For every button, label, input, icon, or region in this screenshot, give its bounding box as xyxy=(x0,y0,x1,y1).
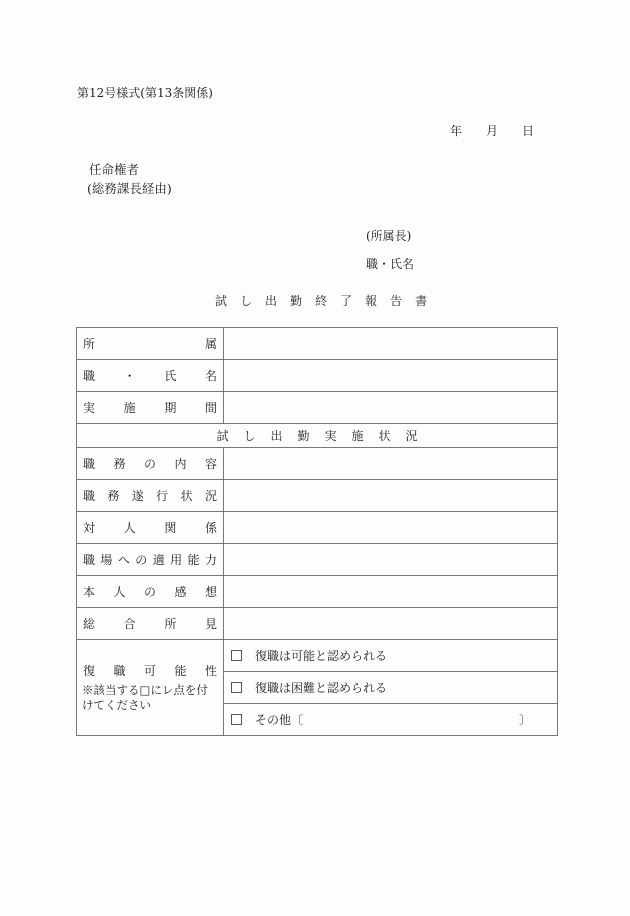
title-char: 試 xyxy=(215,294,228,308)
date-month: 月 xyxy=(486,124,499,138)
field-performance[interactable] xyxy=(224,480,558,512)
report-form-table xyxy=(76,327,558,736)
form-number: 第12号様式(第13条関係) xyxy=(77,86,213,100)
title-char: 報 xyxy=(365,294,378,308)
row-relations xyxy=(77,512,558,544)
row-return-option-1 xyxy=(77,640,558,672)
label-affiliation: 所 属 xyxy=(77,328,224,360)
title-char: 了 xyxy=(340,294,353,308)
date-day: 日 xyxy=(522,124,535,138)
other-closing-bracket: 〕 xyxy=(518,713,531,727)
label-impressions: 本 人 の 感 想 xyxy=(77,576,224,608)
label-relations: 対 人 関 係 xyxy=(77,512,224,544)
label-overall: 総 合 所 見 xyxy=(77,608,224,640)
title-char: し xyxy=(240,294,253,308)
document-title xyxy=(215,292,427,309)
field-affiliation[interactable] xyxy=(224,328,558,360)
addressee-title: 任命権者 xyxy=(89,162,140,177)
date-year: 年 xyxy=(450,124,463,138)
title-char: 終 xyxy=(315,294,328,308)
sender-affiliation-head: (所属長) xyxy=(366,229,412,243)
field-duties[interactable] xyxy=(224,448,558,480)
addressee-via: (総務課長経由) xyxy=(87,181,172,196)
label-name: 職 ・ 氏 名 xyxy=(77,360,224,392)
row-overall xyxy=(77,608,558,640)
row-period xyxy=(77,392,558,424)
checkbox-icon[interactable] xyxy=(231,682,242,693)
field-relations[interactable] xyxy=(224,512,558,544)
label-adaptability: 職 場 へ の 適 用 能 力 xyxy=(77,544,224,576)
row-adaptability xyxy=(77,544,558,576)
checkbox-instruction-note: ※該当する□にレ点を付けてください xyxy=(82,683,208,712)
row-performance xyxy=(77,480,558,512)
label-performance: 職 務 遂 行 状 況 xyxy=(77,480,224,512)
label-period: 実 施 期 間 xyxy=(77,392,224,424)
label-return-possibility: 復 職 可 能 性 ※該当する□にレ点を付けてください xyxy=(77,640,224,736)
title-char: 告 xyxy=(390,294,403,308)
field-overall[interactable] xyxy=(224,608,558,640)
row-duties xyxy=(77,448,558,480)
row-name xyxy=(77,360,558,392)
title-char: 勤 xyxy=(290,294,303,308)
row-affiliation xyxy=(77,328,558,360)
row-impressions xyxy=(77,576,558,608)
section-header: 試 し 出 勤 実 施 状 況 xyxy=(77,424,558,448)
label-duties: 職 務 の 内 容 xyxy=(77,448,224,480)
title-char: 出 xyxy=(265,294,278,308)
row-section-header xyxy=(77,424,558,448)
field-period[interactable] xyxy=(224,392,558,424)
field-adaptability[interactable] xyxy=(224,544,558,576)
checkbox-icon[interactable] xyxy=(231,650,242,661)
option-return-difficult[interactable]: 復職は困難と認められる xyxy=(224,672,558,704)
option-other[interactable]: その他〔 〕 xyxy=(224,704,558,736)
option-return-possible[interactable]: 復職は可能と認められる xyxy=(224,640,558,672)
checkbox-icon[interactable] xyxy=(231,714,242,725)
title-char: 書 xyxy=(415,294,428,308)
field-impressions[interactable] xyxy=(224,576,558,608)
sender-name-label: 職・氏名 xyxy=(366,257,415,271)
field-name[interactable] xyxy=(224,360,558,392)
